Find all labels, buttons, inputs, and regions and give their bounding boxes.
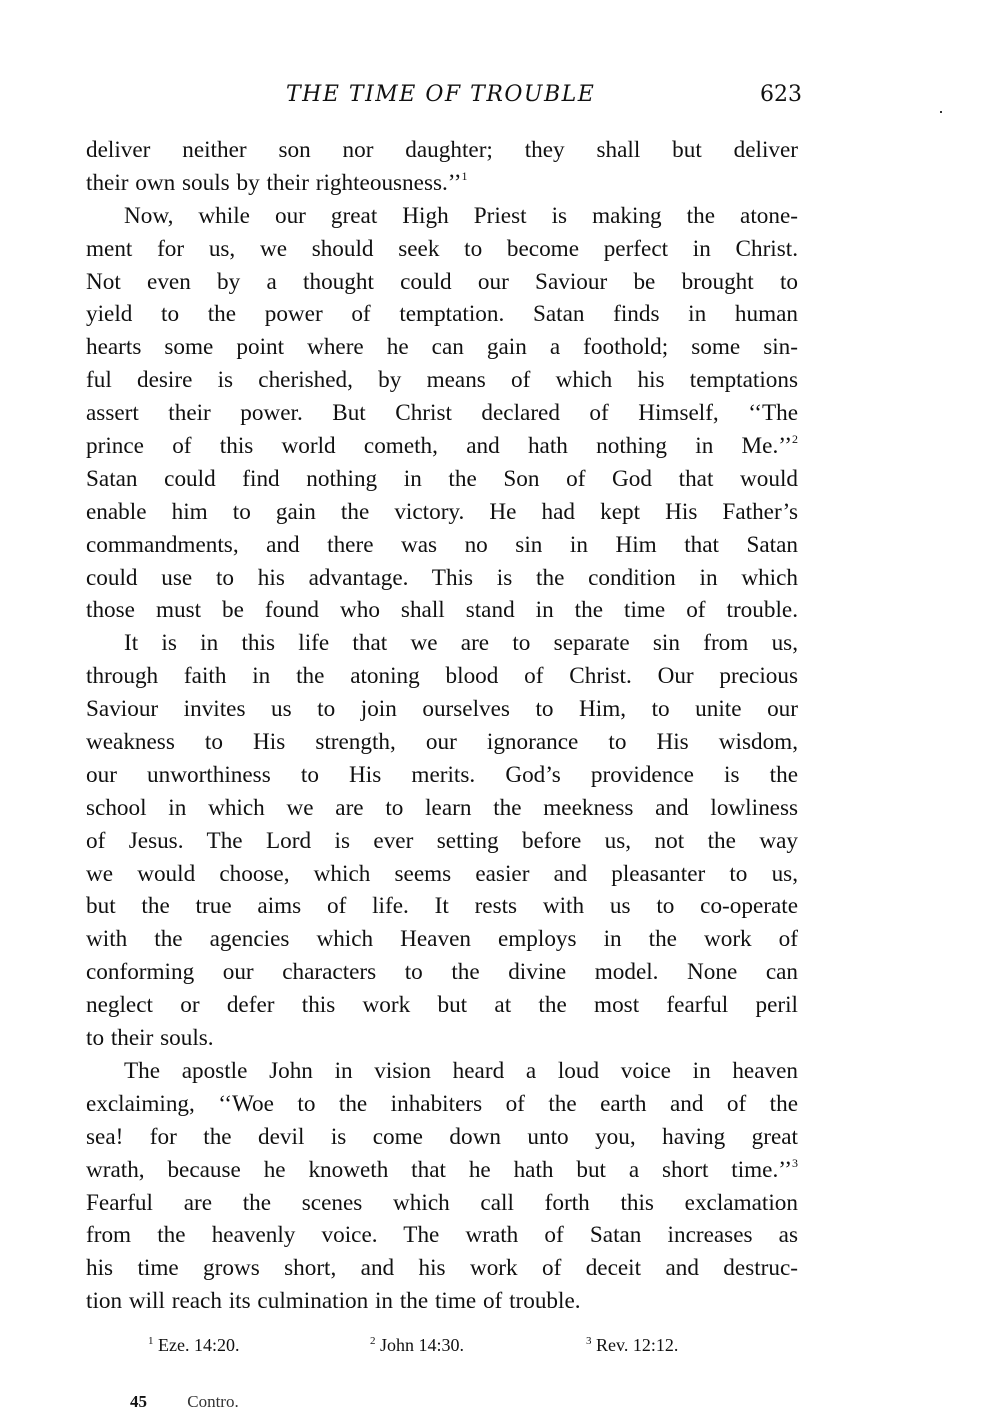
text-line: [86, 1285, 798, 1318]
line-text: wrath, because he knoweth that he hath but a short time.’’: [86, 1156, 792, 1183]
footnote-ref: 1: [461, 168, 468, 183]
text-line: [86, 693, 798, 726]
text-line: [86, 1219, 798, 1252]
text-line: [86, 956, 798, 989]
text-line: [86, 331, 798, 364]
footnote-marker: 1: [148, 1335, 154, 1347]
line-text: our unworthiness to His merits. God’s providence is the: [86, 761, 798, 788]
text-line: [86, 1121, 798, 1154]
line-text: his time grows short, and his work of deceit and destruc-: [86, 1255, 798, 1282]
text-line: [86, 1187, 798, 1220]
line-text: enable him to gain the victory. He had kept His Father’s: [86, 498, 798, 525]
paragraph: [86, 200, 798, 628]
line-text: conforming our characters to the divine model. None can: [86, 959, 798, 986]
line-text: yield to the power of temptation. Satan finds in human: [86, 301, 798, 328]
text-line: [86, 167, 798, 200]
line-text: with the agencies which Heaven employs in the work of: [86, 926, 798, 953]
book-page: [86, 78, 802, 1318]
line-text: through faith in the atoning blood of Christ. Our precious: [86, 663, 798, 690]
text-line: [86, 1252, 798, 1285]
text-line: [86, 989, 798, 1022]
line-text: Not even by a thought could our Saviour be brought to: [86, 268, 798, 295]
text-line: [86, 825, 798, 858]
line-text: could use to his advantage. This is the condition in which: [86, 564, 798, 591]
line-text: Fearful are the scenes which call forth this exclamation: [86, 1189, 798, 1216]
line-text: assert their power. But Christ declared of Himself, ‘‘The: [86, 400, 798, 427]
line-text: deliver neither son nor daughter; they shall but deliver: [86, 137, 798, 163]
text-line: [86, 660, 798, 693]
text-line: [86, 430, 798, 463]
line-text: commandments, and there was no sin in Him that Satan: [86, 531, 798, 558]
running-head: [86, 78, 802, 114]
footnote-text: Eze. 14:20.: [158, 1335, 240, 1355]
running-title: THE TIME OF TROUBLE: [286, 82, 596, 107]
page-number: 623: [760, 82, 802, 107]
text-line: [86, 1055, 798, 1088]
paragraph: [86, 134, 798, 200]
line-text: Satan could find nothing in the Son of God that would: [86, 465, 798, 492]
text-line: [86, 858, 798, 891]
line-text: prince of this world cometh, and hath nothing in Me.’’: [86, 433, 792, 460]
line-text: of Jesus. The Lord is ever setting before us, not the way: [86, 827, 798, 854]
signature-label: Contro.: [187, 1392, 239, 1411]
line-text: ment for us, we should seek to become perfect in Christ.: [86, 235, 798, 262]
text-line: [86, 496, 798, 529]
footnote-text: Rev. 12:12.: [596, 1335, 679, 1355]
text-line: [86, 890, 798, 923]
paragraph: [86, 1055, 798, 1318]
line-text: from the heavenly voice. The wrath of Satan increases as: [86, 1222, 798, 1249]
text-line: [86, 134, 798, 167]
text-line: [86, 759, 798, 792]
line-text: their own souls by their righteousness.’’: [86, 169, 462, 196]
line-text: weakness to His strength, our ignorance to His wisdom,: [86, 729, 798, 756]
text-line: [86, 364, 798, 397]
text-line: [86, 923, 798, 956]
footnote-1: [148, 1335, 239, 1356]
line-text: sea! for the devil is come down unto you, having great: [86, 1123, 798, 1150]
text-line: [86, 397, 798, 430]
body-text: [86, 134, 798, 1318]
text-line: [86, 233, 798, 266]
line-text: ful desire is cherished, by means of which his temptations: [86, 367, 798, 394]
line-text: to their souls.: [86, 1025, 214, 1052]
text-line: [86, 627, 798, 660]
text-line: [86, 594, 798, 627]
text-line: [86, 266, 798, 299]
text-line: [86, 792, 798, 825]
text-line: [86, 562, 798, 595]
footnote-text: John 14:30.: [380, 1335, 465, 1355]
line-text: Saviour invites us to join ourselves to Him, to unite our: [86, 696, 798, 723]
printer-signature: [130, 1392, 239, 1412]
footnote-ref: 3: [792, 1155, 798, 1170]
line-text: neglect or defer this work but at the most fearful peril: [86, 992, 798, 1019]
line-text: exclaiming, ‘‘Woe to the inhabiters of the earth and of the: [86, 1090, 798, 1117]
text-line: [86, 1154, 798, 1187]
footnote-2: [370, 1335, 464, 1356]
text-line: [86, 463, 798, 496]
text-line: [86, 1022, 798, 1055]
line-text: tion will reach its culmination in the time of trouble.: [86, 1288, 581, 1315]
text-line: [86, 529, 798, 562]
line-text: hearts some point where he can gain a foothold; some sin-: [86, 334, 798, 361]
footnote-marker: 2: [370, 1335, 376, 1347]
line-text: those must be found who shall stand in the time of trouble.: [86, 597, 798, 624]
line-text: It is in this life that we are to separate sin from us,: [124, 630, 798, 657]
paragraph: [86, 627, 798, 1055]
text-line: [86, 298, 798, 331]
signature-number: 45: [130, 1392, 147, 1411]
footnote-marker: 3: [586, 1335, 592, 1347]
text-line: [86, 1088, 798, 1121]
footnote-ref: 2: [792, 432, 798, 447]
footnote-3: [586, 1335, 678, 1356]
line-text: school in which we are to learn the meekness and lowliness: [86, 794, 798, 821]
text-line: [86, 200, 798, 233]
line-text: The apostle John in vision heard a loud voice in heaven: [124, 1057, 798, 1084]
text-line: [86, 726, 798, 759]
line-text: Now, while our great High Priest is making the atone-: [124, 202, 798, 229]
line-text: we would choose, which seems easier and pleasanter to us,: [86, 860, 798, 887]
line-text: but the true aims of life. It rests with us to co-operate: [86, 893, 798, 920]
scan-speck: [940, 111, 942, 113]
